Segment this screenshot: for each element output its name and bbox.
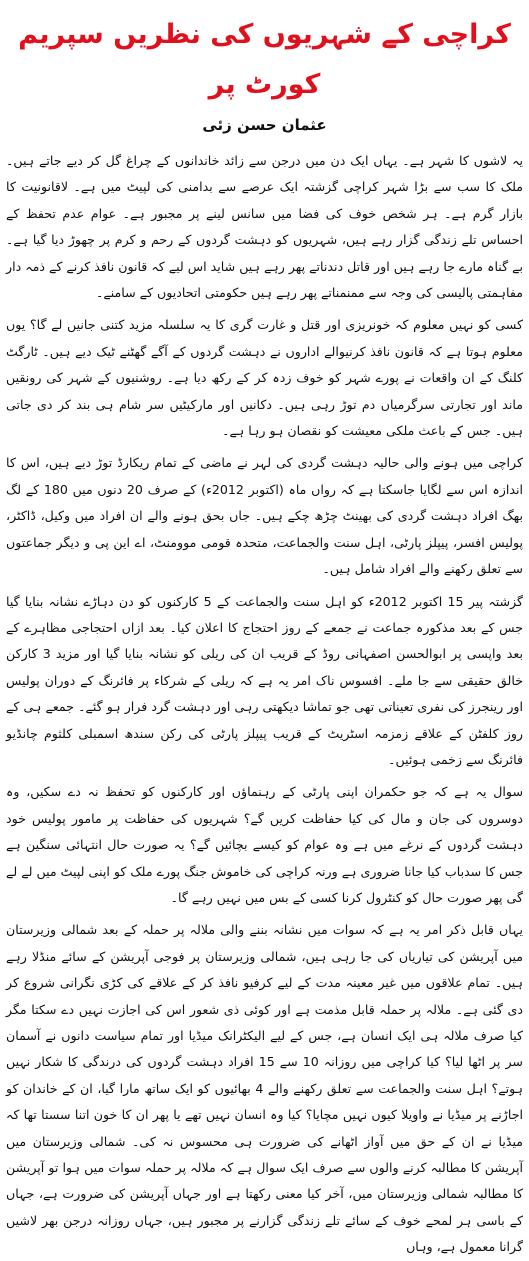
author-byline: عثمان حسن زئی [202, 116, 327, 134]
article-paragraph: یہاں قابل ذکر امر یہ ہے کہ سوات میں نشانہ بننے والی ملالہ پر حملہ کے بعد شمالی وزیرستان میں آپریشن کی تیاریاں کی جا رہی ہیں، شمالی وزیرستان پر فوجی آپریشن کے سائے منڈلا رہے ہیں۔ تمام علاقوں میں غیر معینہ مدت کے لیے کرفیو نافذ کر کے علاقے کی کڑی نگرانی شروع کر دی گئی ہے۔ ملالہ پر حملہ قابل مذمت ہے اور کوئی ذی شعور اس کی اجازت نہیں دے سکتا مگر کیا صرف ملالہ ہی ایک انسان ہے، جس کے لیے الیکٹرانک میڈیا اور تمام سیاست دانوں نے آسمان سر پر اٹھا لیا؟ کیا کراچی میں روزانہ 10 سے 15 افراد دہشت گردوں کی درندگی کا شکار نہیں ہوتے؟ اہل سنت والجماعت سے تعلق رکھنے والے 4 بھائیوں کو ایک ساتھ مارا گیا، ان کے خاندان کو اجاڑنے پر میڈیا نے واویلا کیوں نہیں مچایا؟ کیا وہ انسان نہیں تھے یا پھر ان کا خون اتنا سستا تھا کہ میڈیا نے ان کے حق میں آواز اٹھانے کی ضرورت ہی محسوس نہ کی۔ شمالی وزیرستان میں آپریشن کا مطالبہ کرنے والوں سے صرف ایک سوال ہے کہ ملالہ پر حملہ سوات میں ہوا تو آپریشن کا مطالبہ شمالی وزیرستان میں، آخر کیا معنی رکھتا ہے اور جہاں آپریشن کی ضرورت ہے، جہاں کے باسی ہر لمحے خوف کے سائے تلے زندگی گزارنے پر مجبور ہیں، جہاں روزانہ درجن بھر لاشیں گرانا معمول ہے، وہاں [6, 922, 523, 1255]
article-paragraph: یہ لاشوں کا شہر ہے۔ یہاں ایک دن میں درجن سے زائد خاندانوں کے چراغ گل کر دیے جاتے ہیں۔ ملک کا سب سے بڑا شہر کراچی گزشتہ ایک عرصے سے بدامنی کی لپیٹ میں ہے۔ لاقانونیت کا بازار گرم ہے۔ ہر شخص خوف کی فضا میں سانس لینے پر مجبور ہے۔ عوام عدم تحفظ کے احساس تلے زندگی گزار رہے ہیں، شہریوں کو دہشت گردوں کے رحم و کرم پر چھوڑ دیا گیا ہے۔ بے گناہ مارے جا رہے ہیں اور قاتل دندناتے پھر رہے ہیں شاید اس لیے کہ قانون نافذ کرنے کے ذمہ دار مفاہمتی پالیسی کی وجہ سے ممنمناتے پھر رہے ہیں حکومتی اتحادیوں کے سامنے۔ [6, 153, 523, 301]
article-body [6, 148, 523, 1261]
article-paragraph: کراچی میں ہونے والی حالیہ دہشت گردی کی لہر نے ماضی کے تمام ریکارڈ توڑ دیے ہیں، اس کا اندازہ اس سے لگایا جاسکتا ہے کہ رواں ماہ (اکتوبر 2012ء) کے صرف 20 دنوں میں 180 کے لگ بھگ افراد دہشت گردی کی بھینٹ چڑھ چکے ہیں۔ جاں بحق ہونے والے ان افراد میں وکیل، ڈاکٹر، پولیس افسر، پیپلز پارٹی، اہل سنت والجماعت، متحدہ قومی موومنٹ، اے این پی و دیگر جماعتوں سے تعلق رکھنے والے افراد شامل ہیں۔ [6, 455, 523, 577]
article-headline: کراچی کے شہریوں کی نظریں سپریم کورٹ پر [18, 19, 511, 100]
article-paragraph: سوال یہ ہے کہ جو حکمران اپنی پارٹی کے رہنماؤں اور کارکنوں کو تحفظ نہ دے سکیں، وہ دوسروں کی جان و مال کی کیا حفاظت کریں گے؟ شہریوں کی حفاظت پر مامور پولیس خود دہشت گردوں کے نرغے میں ہے وہ عوام کو کیسے بچائیں گے؟ یہ صورت حال انتہائی سنگین ہے جس کا سدباب کیا جانا ضروری ہے ورنہ کراچی کی خاموش جنگ پورے ملک کو اپنی لپیٹ میں لے لے گی پھر صورت حال کو کنٹرول کرنا کسی کے بس میں نہیں رہے گا۔ [6, 784, 523, 905]
article-paragraph: گزشتہ پیر 15 اکتوبر 2012ء کو اہل سنت والجماعت کے 5 کارکنوں کو دن دہاڑے نشانہ بنایا گیا جس کے بعد مذکورہ جماعت نے جمعے کے روز احتجاج کا اعلان کیا۔ بعد ازاں احتجاجی مظاہرے کے بعد واپسی پر ابوالحسن اصفہانی روڈ کے قریب ان کی ریلی کو نشانہ بنایا گیا اور مزید 3 کارکن خالق حقیقی سے جا ملے۔ افسوس ناک امر یہ ہے کہ ریلی کے شرکاء پر فائرنگ کے دوران پولیس اور رینجرز کی نفری تعیناتی تھی جو تماشا دیکھتی رہی اور دہشت گرد فرار ہو گئے۔ جمعے ہی کے روز کلفٹن کے علاقے زمزمہ اسٹریٹ کے قریب پیپلز پارٹی کی رکن سندھ اسمبلی کلثوم چانڈیو فائرنگ سے زخمی ہوئیں۔ [6, 593, 524, 767]
article-paragraph: کسی کو نہیں معلوم کہ خونریزی اور قتل و غارت گری کا یہ سلسلہ مزید کتنی جانیں لے گا؟ یوں معلوم ہوتا ہے کہ قانون نافذ کرنیوالے اداروں نے دہشت گردوں کے آگے گھٹنے ٹیک دیے ہیں۔ ٹارگٹ کلنگ کے ان واقعات نے پورے شہر کو خوف زدہ کر کے رکھ دیا ہے۔ روشنیوں کے شہر کی رونقیں ماند اور تجارتی سرگرمیاں دم توڑ رہی ہیں۔ دکانیں اور مارکیٹیں سر شام ہی بند کر دی جاتی ہیں۔ جس کے باعث ملکی معیشت کو نقصان ہو رہا ہے۔ [6, 317, 523, 439]
